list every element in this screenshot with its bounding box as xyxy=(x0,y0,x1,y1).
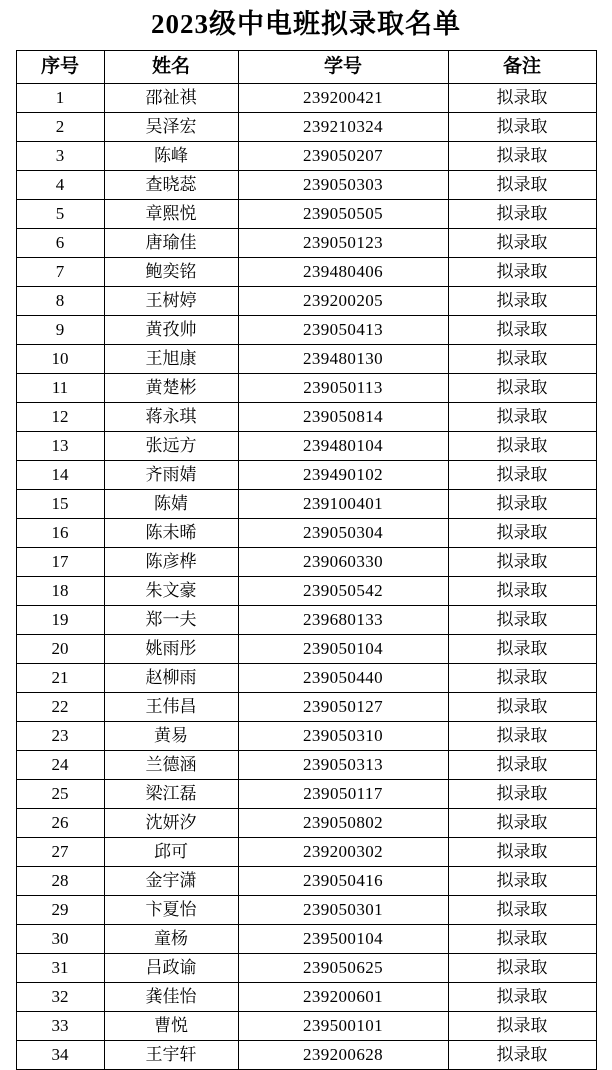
cell-name: 邱可 xyxy=(104,838,238,867)
cell-index: 19 xyxy=(16,606,104,635)
column-header-student-id: 学号 xyxy=(238,51,448,84)
cell-student-id: 239200628 xyxy=(238,1041,448,1070)
cell-index: 3 xyxy=(16,142,104,171)
admission-roster-table xyxy=(16,50,597,1070)
page-title: 2023级中电班拟录取名单 xyxy=(151,9,461,39)
table-row xyxy=(16,113,596,142)
cell-student-id: 239210324 xyxy=(238,113,448,142)
cell-index: 25 xyxy=(16,780,104,809)
cell-student-id: 239050127 xyxy=(238,693,448,722)
cell-note: 拟录取 xyxy=(448,142,596,171)
cell-student-id: 239480406 xyxy=(238,258,448,287)
table-row xyxy=(16,838,596,867)
cell-note: 拟录取 xyxy=(448,606,596,635)
cell-note: 拟录取 xyxy=(448,1012,596,1041)
cell-note: 拟录取 xyxy=(448,316,596,345)
column-header-note: 备注 xyxy=(448,51,596,84)
table-header-row xyxy=(16,51,596,84)
cell-name: 吕政谕 xyxy=(104,954,238,983)
cell-note: 拟录取 xyxy=(448,548,596,577)
table-row xyxy=(16,780,596,809)
cell-name: 黄易 xyxy=(104,722,238,751)
cell-student-id: 239480130 xyxy=(238,345,448,374)
table-row xyxy=(16,316,596,345)
table-row xyxy=(16,1041,596,1070)
cell-index: 32 xyxy=(16,983,104,1012)
cell-student-id: 239050113 xyxy=(238,374,448,403)
cell-index: 26 xyxy=(16,809,104,838)
cell-note: 拟录取 xyxy=(448,867,596,896)
cell-name: 童杨 xyxy=(104,925,238,954)
cell-name: 陈峰 xyxy=(104,142,238,171)
column-header-name: 姓名 xyxy=(104,51,238,84)
cell-index: 6 xyxy=(16,229,104,258)
cell-note: 拟录取 xyxy=(448,983,596,1012)
table-row xyxy=(16,809,596,838)
cell-index: 5 xyxy=(16,200,104,229)
table-row xyxy=(16,345,596,374)
cell-name: 鲍奕铭 xyxy=(104,258,238,287)
table-row xyxy=(16,577,596,606)
table-row xyxy=(16,896,596,925)
cell-note: 拟录取 xyxy=(448,258,596,287)
cell-name: 朱文豪 xyxy=(104,577,238,606)
cell-index: 30 xyxy=(16,925,104,954)
cell-name: 王旭康 xyxy=(104,345,238,374)
table-header xyxy=(16,51,596,84)
cell-note: 拟录取 xyxy=(448,751,596,780)
cell-note: 拟录取 xyxy=(448,635,596,664)
cell-index: 10 xyxy=(16,345,104,374)
cell-index: 9 xyxy=(16,316,104,345)
cell-note: 拟录取 xyxy=(448,693,596,722)
cell-student-id: 239050413 xyxy=(238,316,448,345)
cell-note: 拟录取 xyxy=(448,519,596,548)
cell-name: 赵柳雨 xyxy=(104,664,238,693)
cell-name: 陈婧 xyxy=(104,490,238,519)
cell-note: 拟录取 xyxy=(448,896,596,925)
cell-student-id: 239050416 xyxy=(238,867,448,896)
cell-student-id: 239200601 xyxy=(238,983,448,1012)
table-row xyxy=(16,287,596,316)
cell-note: 拟录取 xyxy=(448,954,596,983)
cell-index: 31 xyxy=(16,954,104,983)
cell-note: 拟录取 xyxy=(448,374,596,403)
table-row xyxy=(16,867,596,896)
cell-note: 拟录取 xyxy=(448,229,596,258)
cell-student-id: 239500104 xyxy=(238,925,448,954)
cell-note: 拟录取 xyxy=(448,780,596,809)
cell-index: 12 xyxy=(16,403,104,432)
cell-name: 黄楚彬 xyxy=(104,374,238,403)
table-row xyxy=(16,925,596,954)
table-row xyxy=(16,84,596,113)
column-header-index: 序号 xyxy=(16,51,104,84)
cell-student-id: 239050104 xyxy=(238,635,448,664)
cell-index: 8 xyxy=(16,287,104,316)
cell-index: 15 xyxy=(16,490,104,519)
table-row xyxy=(16,722,596,751)
cell-student-id: 239050542 xyxy=(238,577,448,606)
cell-index: 27 xyxy=(16,838,104,867)
cell-name: 姚雨彤 xyxy=(104,635,238,664)
cell-index: 22 xyxy=(16,693,104,722)
cell-student-id: 239200421 xyxy=(238,84,448,113)
cell-name: 查晓蕊 xyxy=(104,171,238,200)
cell-index: 18 xyxy=(16,577,104,606)
table-body xyxy=(16,84,596,1070)
cell-name: 王宇轩 xyxy=(104,1041,238,1070)
cell-name: 龚佳怡 xyxy=(104,983,238,1012)
cell-note: 拟录取 xyxy=(448,461,596,490)
table-row xyxy=(16,954,596,983)
table-row xyxy=(16,1012,596,1041)
cell-name: 张远方 xyxy=(104,432,238,461)
cell-note: 拟录取 xyxy=(448,838,596,867)
cell-name: 黄孜帅 xyxy=(104,316,238,345)
cell-student-id: 239050117 xyxy=(238,780,448,809)
cell-name: 梁江磊 xyxy=(104,780,238,809)
table-row xyxy=(16,664,596,693)
table-row xyxy=(16,171,596,200)
cell-student-id: 239200302 xyxy=(238,838,448,867)
cell-student-id: 239050303 xyxy=(238,171,448,200)
table-row xyxy=(16,403,596,432)
cell-index: 13 xyxy=(16,432,104,461)
cell-note: 拟录取 xyxy=(448,345,596,374)
cell-name: 唐瑜佳 xyxy=(104,229,238,258)
table-row xyxy=(16,751,596,780)
cell-student-id: 239050123 xyxy=(238,229,448,258)
table-row xyxy=(16,432,596,461)
cell-note: 拟录取 xyxy=(448,171,596,200)
cell-name: 齐雨婧 xyxy=(104,461,238,490)
cell-name: 金宇潇 xyxy=(104,867,238,896)
table-row xyxy=(16,229,596,258)
cell-note: 拟录取 xyxy=(448,84,596,113)
cell-student-id: 239480104 xyxy=(238,432,448,461)
cell-student-id: 239500101 xyxy=(238,1012,448,1041)
cell-name: 卞夏怡 xyxy=(104,896,238,925)
cell-student-id: 239200205 xyxy=(238,287,448,316)
cell-name: 邵祉祺 xyxy=(104,84,238,113)
table-row xyxy=(16,461,596,490)
cell-student-id: 239060330 xyxy=(238,548,448,577)
cell-student-id: 239050313 xyxy=(238,751,448,780)
cell-index: 24 xyxy=(16,751,104,780)
cell-index: 11 xyxy=(16,374,104,403)
cell-student-id: 239050301 xyxy=(238,896,448,925)
cell-index: 16 xyxy=(16,519,104,548)
cell-student-id: 239050814 xyxy=(238,403,448,432)
cell-index: 17 xyxy=(16,548,104,577)
cell-note: 拟录取 xyxy=(448,722,596,751)
cell-student-id: 239050625 xyxy=(238,954,448,983)
cell-name: 曹悦 xyxy=(104,1012,238,1041)
cell-index: 21 xyxy=(16,664,104,693)
cell-index: 2 xyxy=(16,113,104,142)
cell-name: 陈未晞 xyxy=(104,519,238,548)
cell-name: 兰德涵 xyxy=(104,751,238,780)
cell-note: 拟录取 xyxy=(448,664,596,693)
table-row xyxy=(16,200,596,229)
cell-name: 陈彦桦 xyxy=(104,548,238,577)
cell-student-id: 239050207 xyxy=(238,142,448,171)
table-row xyxy=(16,519,596,548)
cell-note: 拟录取 xyxy=(448,403,596,432)
table-row xyxy=(16,374,596,403)
cell-note: 拟录取 xyxy=(448,925,596,954)
cell-student-id: 239050802 xyxy=(238,809,448,838)
cell-student-id: 239490102 xyxy=(238,461,448,490)
cell-name: 王树婷 xyxy=(104,287,238,316)
cell-note: 拟录取 xyxy=(448,809,596,838)
table-row xyxy=(16,258,596,287)
cell-note: 拟录取 xyxy=(448,287,596,316)
table-row xyxy=(16,983,596,1012)
cell-index: 7 xyxy=(16,258,104,287)
cell-student-id: 239050505 xyxy=(238,200,448,229)
cell-index: 28 xyxy=(16,867,104,896)
table-row xyxy=(16,548,596,577)
cell-note: 拟录取 xyxy=(448,1041,596,1070)
cell-name: 沈妍汐 xyxy=(104,809,238,838)
cell-note: 拟录取 xyxy=(448,113,596,142)
cell-note: 拟录取 xyxy=(448,490,596,519)
cell-student-id: 239050310 xyxy=(238,722,448,751)
cell-index: 34 xyxy=(16,1041,104,1070)
cell-student-id: 239680133 xyxy=(238,606,448,635)
table-row xyxy=(16,635,596,664)
cell-index: 4 xyxy=(16,171,104,200)
cell-student-id: 239050304 xyxy=(238,519,448,548)
cell-note: 拟录取 xyxy=(448,577,596,606)
table-row xyxy=(16,490,596,519)
table-row xyxy=(16,142,596,171)
cell-name: 章熙悦 xyxy=(104,200,238,229)
cell-index: 14 xyxy=(16,461,104,490)
table-row xyxy=(16,693,596,722)
cell-index: 33 xyxy=(16,1012,104,1041)
cell-name: 王伟昌 xyxy=(104,693,238,722)
cell-note: 拟录取 xyxy=(448,200,596,229)
cell-note: 拟录取 xyxy=(448,432,596,461)
cell-name: 郑一夫 xyxy=(104,606,238,635)
cell-index: 20 xyxy=(16,635,104,664)
table-row xyxy=(16,606,596,635)
cell-name: 蒋永琪 xyxy=(104,403,238,432)
cell-student-id: 239050440 xyxy=(238,664,448,693)
cell-index: 1 xyxy=(16,84,104,113)
cell-index: 23 xyxy=(16,722,104,751)
cell-index: 29 xyxy=(16,896,104,925)
cell-student-id: 239100401 xyxy=(238,490,448,519)
cell-name: 吴泽宏 xyxy=(104,113,238,142)
